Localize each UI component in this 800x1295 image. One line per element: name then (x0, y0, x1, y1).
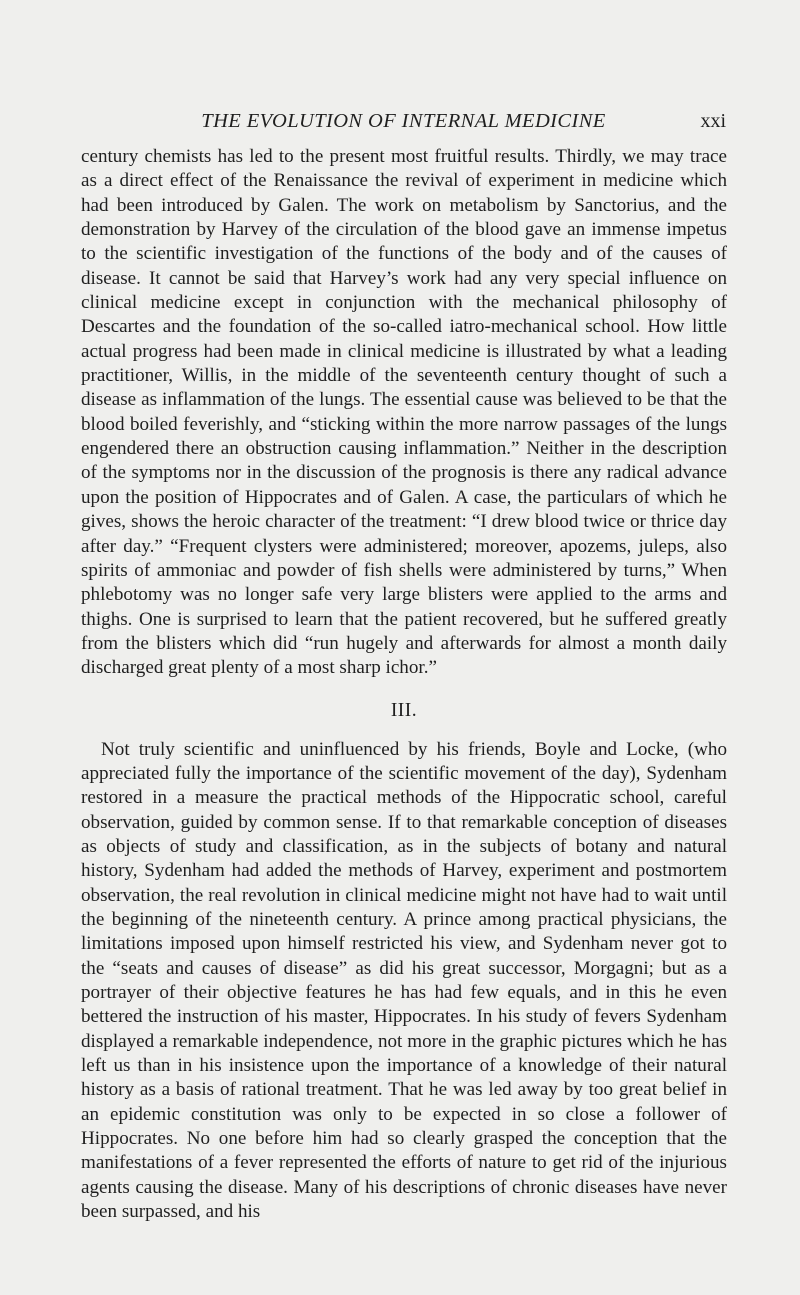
running-head (81, 108, 726, 134)
paragraph-continued: century chemists has led to the present most fruitful results. Thirdly, we may trace as a direct effect of the Renaissance the revival of experiment in medicine which had been introduced by Galen. The work on metabolism by Sanctorius, and the demonstration by Harvey of the circulation of the blood gave an immense impetus to the scientific investigation of the functions of the body and of the causes of disease. It cannot be said that Harvey’s work had any very special influence on clinical medicine except in conjunction with the mechanical philosophy of Descartes and the foundation of the so-called iatro-mechanical school. How little actual progress had been made in clinical medicine is illustrated by what a leading practitioner, Willis, in the middle of the seventeenth century thought of such a disease as inflammation of the lungs. The essential cause was believed to be that the blood boiled feverishly, and “sticking within the more narrow passages of the lungs engendered there an obstruction causing inflammation.” Neither in the description of the symptoms nor in the discussion of the prognosis is there any radical advance upon the position of Hippocrates and of Galen. A case, the particulars of which he gives, shows the heroic character of the treatment: “I drew blood twice or thrice day after day.” “Frequent clysters were administered; moreover, apozems, juleps, also spirits of ammoniac and powder of fish shells were administered by turns,” When phlebotomy was no longer safe very large blisters were applied to the arms and thighs. One is surprised to learn that the patient recovered, but he suffered greatly from the blisters which did “run hugely and afterwards for almost a month daily discharged great plenty of a most sharp ichor.” (81, 146, 727, 679)
running-title: THE EVOLUTION OF INTERNAL MEDICINE (201, 110, 606, 132)
section-heading: III. (390, 699, 418, 721)
page-number: xxi (700, 110, 726, 132)
paragraph-sydenham: Not truly scientific and uninfluenced by his friends, Boyle and Locke, (who appreciated fully the importance of the scientific movement of the day), Sydenham restored in a measure the practical methods of the Hippocratic school, careful observation, guided by common sense. If to that remarkable conception of diseases as objects of study and classification, as in the subjects of botany and natural history, Sydenham had added the methods of Harvey, experiment and postmortem observation, the real revolution in clinical medicine might not have had to wait until the beginning of the nineteenth century. A prince among practical physicians, the limitations imposed upon himself restricted his view, and Sydenham never got to the “seats and causes of disease” as did his great successor, Morgagni; but as a portrayer of their objective features he has had few equals, and in this he even bettered the instruction of his master, Hippocrates. In his study of fevers Sydenham displayed a remarkable independence, not more in the graphic pictures which he has left us than in his insistence upon the importance of a knowledge of their natural history as a basis of rational treatment. That he was led away by too great belief in an epidemic constitution was only to be expected in so close a follower of Hippocrates. No one before him had so clearly grasped the conception that the manifestations of a fever represented the efforts of nature to get rid of the injurious agents causing the disease. Many of his descriptions of chronic diseases have never been surpassed, and his (81, 738, 727, 1223)
page-body (81, 145, 727, 1224)
